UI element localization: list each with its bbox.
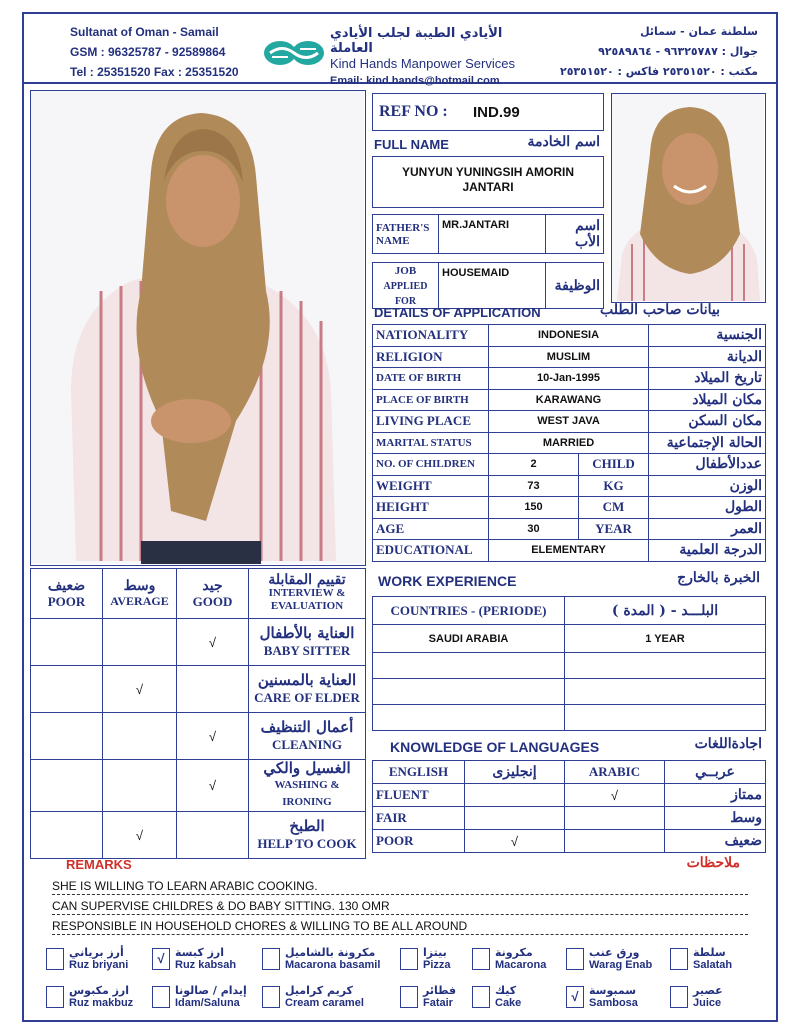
eval-average-cell[interactable]: √ [103, 812, 177, 859]
lang-level: FAIR [373, 807, 465, 830]
food-item [400, 984, 456, 1010]
food-item [46, 984, 133, 1010]
eval-head-interview-ar: تقييم المقابلة [268, 572, 346, 588]
details-title: DETAILS OF APPLICATION [374, 305, 541, 320]
lang-english-cell[interactable] [465, 807, 565, 830]
food-item [46, 946, 128, 972]
eval-head-good-ar: جيد [202, 577, 223, 594]
food-name-ar: بيتزا [423, 946, 447, 959]
eval-good-cell[interactable] [177, 812, 249, 859]
full-name-label-ar: اسم الخادمة [527, 134, 600, 150]
food-name-ar: ارز كبسة [175, 946, 225, 959]
eval-head-average-ar: وسط [123, 577, 156, 594]
eval-head-poor [31, 569, 103, 619]
detail-row [373, 432, 766, 454]
lang-english-cell[interactable] [465, 784, 565, 807]
lang-arabic-cell[interactable] [565, 830, 665, 853]
detail-label-ar: عددالأطفال [649, 454, 766, 476]
detail-row [373, 411, 766, 433]
detail-label: PLACE OF BIRTH [373, 389, 489, 411]
food-name-ar: سمبوسة [589, 984, 637, 997]
food-item [400, 946, 451, 972]
header-gsm: GSM : 96325787 - 92589864 [70, 45, 226, 59]
company-name-en: Kind Hands Manpower Services [330, 56, 515, 71]
evaluation-row [31, 666, 366, 713]
food-name-en: Ruz briyani [69, 959, 129, 971]
lang-arabic-ar: عربــي [665, 761, 766, 784]
details-table [372, 324, 766, 562]
eval-head-good [177, 569, 249, 619]
ref-box [372, 93, 604, 131]
languages-table [372, 760, 766, 853]
ref-label: REF NO : [379, 103, 448, 120]
food-checkbox[interactable]: √ [152, 948, 170, 970]
job-label-ar: الوظيفة [546, 263, 604, 309]
detail-unit: YEAR [579, 518, 649, 540]
eval-skill-en: BABY SITTER [263, 643, 351, 658]
detail-label: HEIGHT [373, 497, 489, 519]
eval-head-average [103, 569, 177, 619]
food-name-ar: مكرونة [495, 946, 533, 959]
eval-average-cell[interactable] [103, 713, 177, 760]
lang-arabic: ARABIC [565, 761, 665, 784]
remarks-title-ar: ملاحظات [686, 855, 740, 871]
eval-skill-ar: الغسيل والكي [263, 759, 351, 777]
detail-value: 10-Jan-1995 [489, 368, 649, 390]
lang-level: FLUENT [373, 784, 465, 807]
detail-label: NO. OF CHILDREN [373, 454, 489, 476]
detail-row [373, 518, 766, 540]
eval-good-cell[interactable]: √ [177, 760, 249, 812]
food-checkbox[interactable] [566, 948, 584, 970]
food-name-en: Ruz kabsah [175, 959, 237, 971]
father-label [373, 215, 439, 254]
food-item [152, 946, 236, 972]
detail-label: WEIGHT [373, 475, 489, 497]
food-item [262, 984, 364, 1010]
food-name-en: Salatah [693, 959, 733, 971]
company-email: Email: kind.hands@hotmail.com [330, 75, 500, 87]
detail-value: 73 [489, 475, 579, 497]
detail-label-ar: الطول [649, 497, 766, 519]
detail-label-ar: الجنسية [649, 325, 766, 347]
portrait-frame [611, 93, 766, 303]
detail-label: AGE [373, 518, 489, 540]
food-checkbox[interactable]: √ [566, 986, 584, 1008]
eval-skill-ar: أعمال التنظيف [260, 718, 354, 736]
detail-row [373, 325, 766, 347]
eval-head-interview-en: INTERVIEW & EVALUATION [268, 587, 346, 612]
food-item [152, 984, 247, 1010]
full-name-box [372, 156, 604, 208]
food-checkbox[interactable] [670, 986, 688, 1008]
lang-level-ar: وسط [665, 807, 766, 830]
food-item [472, 946, 546, 972]
food-name-en: Juice [693, 997, 722, 1009]
detail-value: ELEMENTARY [489, 540, 649, 562]
eval-head-poor-ar: ضعيف [47, 577, 86, 594]
eval-head-poor-en: POOR [47, 593, 86, 609]
eval-poor-cell[interactable] [31, 666, 103, 713]
food-item [670, 946, 732, 972]
job-table [372, 262, 604, 309]
lang-arabic-cell[interactable]: √ [565, 784, 665, 807]
eval-good-cell[interactable]: √ [177, 619, 249, 666]
language-row [373, 784, 766, 807]
food-name-en: Pizza [423, 959, 451, 971]
food-name-ar: ارز مكبوس [69, 984, 130, 997]
lang-level-ar: ضعيف [665, 830, 766, 853]
full-name-value: YUNYUN YUNINGSIH AMORIN JANTARI [401, 165, 574, 194]
lang-level: POOR [373, 830, 465, 853]
food-name-ar: سلطة [693, 946, 726, 959]
eval-skill-ar: الطبخ [289, 817, 325, 835]
food-checkbox[interactable] [262, 986, 280, 1008]
lang-english-cell[interactable]: √ [465, 830, 565, 853]
handshake-logo-icon [262, 38, 326, 68]
eval-skill [249, 760, 366, 812]
work-title: WORK EXPERIENCE [378, 573, 517, 589]
detail-label-ar: الحالة الإجتماعية [649, 432, 766, 454]
food-name-ar: كريم كراميل [285, 984, 353, 997]
lang-english-ar: إنجليزى [465, 761, 565, 784]
work-title-ar: الخبرة بالخارج [677, 570, 760, 586]
eval-skill [249, 812, 366, 859]
eval-skill [249, 619, 366, 666]
header-tel: Tel : 25351520 Fax : 25351520 [70, 65, 239, 79]
food-name-en: Macarona basamil [285, 959, 381, 971]
detail-label-ar: العمر [649, 518, 766, 540]
evaluation-table [30, 568, 366, 859]
food-name-ar: عصير [693, 984, 723, 997]
eval-poor-cell[interactable] [31, 713, 103, 760]
detail-value: MARRIED [489, 432, 649, 454]
eval-poor-cell[interactable] [31, 812, 103, 859]
company-block [330, 26, 530, 87]
evaluation-row [31, 812, 366, 859]
food-item [670, 984, 723, 1010]
remarks-title: REMARKS [66, 857, 132, 872]
eval-poor-cell[interactable] [31, 619, 103, 666]
food-checkbox[interactable] [400, 948, 418, 970]
detail-row [373, 454, 766, 476]
detail-label-ar: الديانة [649, 346, 766, 368]
work-country: SAUDI ARABIA [373, 625, 565, 653]
eval-skill-en: CARE OF ELDER [254, 690, 360, 705]
details-title-ar: بيانات صاحب الطلب [600, 302, 721, 318]
food-item [566, 946, 652, 972]
detail-value: 2 [489, 454, 579, 476]
food-name-ar: كيك [495, 984, 517, 997]
eval-skill-ar: العناية بالأطفال [259, 624, 355, 642]
detail-label: NATIONALITY [373, 325, 489, 347]
work-col-countries: COUNTRIES - (PERIODE) [373, 597, 565, 625]
detail-row [373, 540, 766, 562]
food-name-en: Sambosa [589, 997, 638, 1009]
lang-english: ENGLISH [373, 761, 465, 784]
language-row [373, 830, 766, 853]
food-name-en: Idam/Saluna [175, 997, 240, 1009]
eval-average-cell[interactable] [103, 760, 177, 812]
food-name-ar: مكرونة بالشاميل [285, 946, 376, 959]
lang-arabic-cell[interactable] [565, 807, 665, 830]
food-name-ar: فطائر [423, 984, 457, 997]
food-name-en: Warag Enab [589, 959, 653, 971]
eval-good-cell[interactable] [177, 666, 249, 713]
eval-head-interview [249, 569, 366, 619]
eval-skill [249, 666, 366, 713]
food-checkbox[interactable] [46, 986, 64, 1008]
full-body-photo [31, 91, 364, 564]
food-name-en: Cream caramel [285, 997, 364, 1009]
evaluation-row [31, 713, 366, 760]
food-checkbox[interactable] [46, 948, 64, 970]
detail-row [373, 368, 766, 390]
food-checkbox[interactable] [262, 948, 280, 970]
food-name-ar: أرز برياني [69, 946, 124, 959]
food-name-ar: إيدام / صالونا [175, 984, 247, 997]
languages-title: KNOWLEDGE OF LANGUAGES [390, 739, 600, 755]
remark-line-3: RESPONSIBLE IN HOUSEHOLD CHORES & WILLING TO BE ALL AROUND [52, 918, 748, 935]
company-name-ar: الأيادي الطيبة لجلب الأيادي العاملة [330, 26, 503, 56]
detail-value: KARAWANG [489, 389, 649, 411]
detail-row [373, 346, 766, 368]
father-label-ar: اسم الأب [546, 215, 604, 254]
detail-row [373, 497, 766, 519]
father-label-1: FATHER'S [376, 222, 430, 234]
food-checkbox[interactable] [670, 948, 688, 970]
header [24, 14, 776, 87]
work-table [372, 596, 766, 731]
food-checkbox[interactable] [472, 948, 490, 970]
food-checkbox[interactable] [472, 986, 490, 1008]
food-name-en: Ruz makbuz [69, 997, 134, 1009]
food-name-ar: ورق عنب [589, 946, 640, 959]
eval-poor-cell[interactable] [31, 760, 103, 812]
work-col-period-ar: البلـــد - ( المدة ) [565, 597, 766, 625]
header-mobile-ar: جوال : ٩٦٣٢٥٧٨٧ - ٩٢٥٨٩٨٦٤ [598, 45, 758, 58]
eval-average-cell[interactable]: √ [103, 666, 177, 713]
evaluation-row [31, 760, 366, 812]
eval-average-cell[interactable] [103, 619, 177, 666]
eval-head-average-en: AVERAGE [110, 593, 169, 608]
lang-level-ar: ممتاز [665, 784, 766, 807]
detail-label: MARITAL STATUS [373, 432, 489, 454]
detail-label: EDUCATIONAL [373, 540, 489, 562]
full-body-photo-frame [30, 90, 366, 566]
detail-value: INDONESIA [489, 325, 649, 347]
eval-skill [249, 713, 366, 760]
header-left [70, 22, 239, 82]
father-value: MR.JANTARI [439, 215, 546, 254]
work-period: 1 YEAR [565, 625, 766, 653]
food-name-en: Fatair [423, 997, 453, 1009]
detail-label: DATE OF BIRTH [373, 368, 489, 390]
detail-value: WEST JAVA [489, 411, 649, 433]
detail-label-ar: مكان السكن [649, 411, 766, 433]
eval-skill-ar: العناية بالمسنين [257, 671, 357, 689]
detail-label: RELIGION [373, 346, 489, 368]
remark-line-1: SHE IS WILLING TO LEARN ARABIC COOKING. [52, 878, 748, 895]
food-item [262, 946, 380, 972]
header-location: Sultanat of Oman - Samail [70, 25, 219, 39]
header-office-ar: مكتب : ٢٥٣٥١٥٢٠ فاكس : ٢٥٣٥١٥٢٠ [559, 65, 758, 78]
food-checkbox[interactable] [400, 986, 418, 1008]
food-checkbox[interactable] [152, 986, 170, 1008]
detail-label-ar: تاريخ الميلاد [649, 368, 766, 390]
detail-value: 30 [489, 518, 579, 540]
detail-row [373, 475, 766, 497]
father-table [372, 214, 604, 254]
detail-unit: CM [579, 497, 649, 519]
food-name-en: Macarona [495, 959, 547, 971]
detail-label: LIVING PLACE [373, 411, 489, 433]
food-item [566, 984, 638, 1010]
evaluation-row [31, 619, 366, 666]
eval-skill-en: HELP TO COOK [257, 836, 357, 851]
language-row [373, 807, 766, 830]
job-label-1: JOB [394, 265, 417, 277]
food-name-en: Cake [495, 997, 522, 1009]
job-label-2: APPLIED FOR [383, 281, 428, 307]
languages-title-ar: اجادةاللغات [694, 736, 762, 752]
father-label-2: NAME [376, 235, 410, 247]
detail-unit: CHILD [579, 454, 649, 476]
job-value: HOUSEMAID [439, 263, 546, 309]
food-item [472, 984, 521, 1010]
detail-value: 150 [489, 497, 579, 519]
eval-head-good-en: GOOD [192, 593, 233, 609]
remark-line-2: CAN SUPERVISE CHILDRES & DO BABY SITTING. 130 OMR [52, 898, 748, 915]
eval-skill-en: CLEANING [271, 737, 343, 752]
job-label [373, 263, 439, 309]
detail-row [373, 389, 766, 411]
ref-value: IND.99 [473, 104, 520, 121]
detail-label-ar: الوزن [649, 475, 766, 497]
detail-unit: KG [579, 475, 649, 497]
detail-label-ar: مكان الميلاد [649, 389, 766, 411]
header-right [560, 22, 758, 82]
detail-label-ar: الدرجة العلمية [649, 540, 766, 562]
detail-value: MUSLIM [489, 346, 649, 368]
portrait-photo [612, 94, 764, 301]
eval-skill-en: WASHING & IRONING [274, 779, 340, 808]
full-name-label: FULL NAME [374, 137, 449, 152]
eval-good-cell[interactable]: √ [177, 713, 249, 760]
header-location-ar: سلطنة عمان - سمائل [640, 25, 758, 38]
